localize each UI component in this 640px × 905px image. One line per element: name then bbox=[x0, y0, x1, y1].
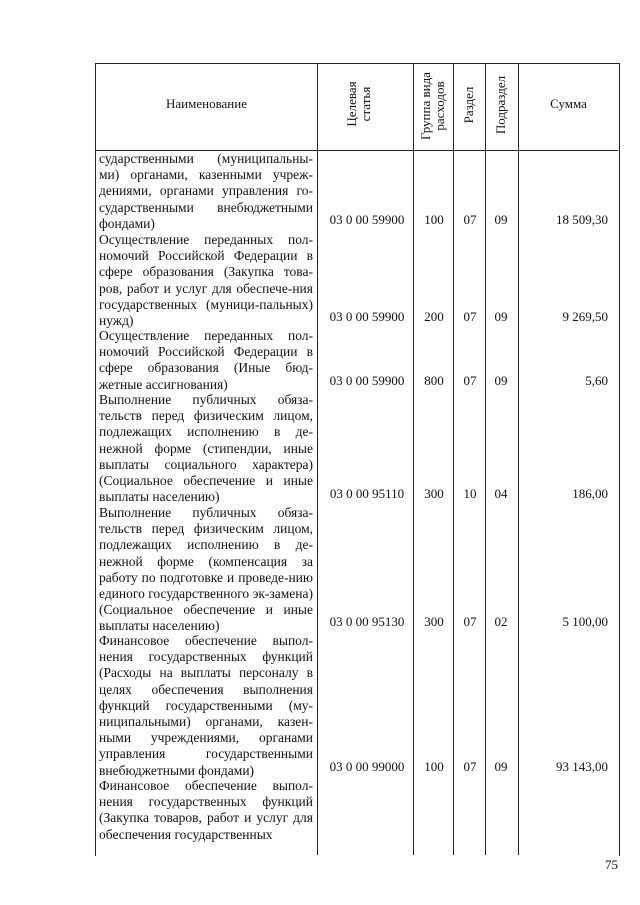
row-sum: 9 269,50 bbox=[562, 309, 608, 324]
row-name: Выполнение публичных обяза-тельств перед физическим лицом, подлежащих исполнению в де-нежной форме (компенсация за работу по подготовке и проведе-нию единого государственного эк-замена) (Социальное обеспечение и иные выплаты населению) bbox=[99, 505, 313, 634]
row-name: Выполнение публичных обяза-тельств перед физическим лицом, подлежащих исполнению в де-нежной форме (стипендии, иные выплаты социального характера) (Социальное обеспечение и иные выплаты населению) bbox=[99, 392, 313, 505]
row-code: 03 0 00 95110 bbox=[329, 486, 405, 501]
row-subsection: 09 bbox=[494, 759, 508, 774]
row-sum: 5 100,00 bbox=[562, 614, 608, 629]
row-group: 300 bbox=[424, 486, 444, 501]
row-code: 03 0 00 95130 bbox=[329, 614, 405, 629]
header-subsection: Подраздел bbox=[493, 75, 508, 135]
row-group: 200 bbox=[424, 309, 444, 324]
row-name: Осуществление переданных пол-номочий Российской Федерации в сфере образования (Закупка това-ров, работ и услуг для обеспече-ния государственных (муници-пальных) нужд) bbox=[99, 232, 313, 329]
header-section: Раздел bbox=[461, 86, 476, 124]
row-subsection: 09 bbox=[494, 212, 508, 227]
column-divider bbox=[453, 63, 454, 855]
column-divider bbox=[413, 63, 414, 855]
row-code: 03 0 00 59900 bbox=[329, 309, 405, 324]
page-number: 75 bbox=[605, 857, 618, 872]
row-code: 03 0 00 59900 bbox=[329, 373, 405, 388]
row-section: 07 bbox=[463, 759, 477, 774]
row-subsection: 04 bbox=[494, 486, 508, 501]
row-group: 300 bbox=[424, 614, 444, 629]
row-group: 100 bbox=[424, 759, 444, 774]
row-group: 100 bbox=[424, 212, 444, 227]
row-section: 07 bbox=[463, 373, 477, 388]
row-group: 800 bbox=[424, 373, 444, 388]
row-name: сударственными (муниципальны-ми) органами, казенными учреж-дениями, органами управления го-сударственными внебюджетными фондами) bbox=[99, 151, 313, 231]
row-subsection: 09 bbox=[494, 309, 508, 324]
row-subsection: 02 bbox=[494, 614, 508, 629]
row-sum: 186,00 bbox=[572, 486, 608, 501]
row-sum: 18 509,30 bbox=[556, 212, 608, 227]
row-name: Осуществление переданных пол-номочий Российской Федерации в сфере образования (Иные бюд-жетные ассигнования) bbox=[99, 328, 313, 392]
column-divider bbox=[317, 63, 318, 855]
column-divider bbox=[485, 63, 486, 855]
row-section: 10 bbox=[463, 486, 477, 501]
row-code: 03 0 00 99000 bbox=[329, 759, 405, 774]
row-section: 07 bbox=[463, 614, 477, 629]
row-name: Финансовое обеспечение выпол-нения государственных функций (Закупка товаров, работ и услуг для обеспечения государственных bbox=[99, 778, 313, 842]
row-subsection: 09 bbox=[494, 373, 508, 388]
row-sum: 93 143,00 bbox=[556, 759, 608, 774]
header-target: Целевая статья bbox=[344, 81, 373, 127]
header-name: Наименование bbox=[166, 96, 247, 111]
column-divider bbox=[518, 63, 519, 855]
row-code: 03 0 00 59900 bbox=[329, 212, 405, 227]
row-section: 07 bbox=[463, 309, 477, 324]
header-sum: Сумма bbox=[550, 96, 587, 111]
row-section: 07 bbox=[463, 212, 477, 227]
row-name: Финансовое обеспечение выпол-нения государственных функций (Расходы на выплаты персоналу в целях обеспечения выполнения функций государственными (му-ниципальными) органами, казен-ными учреждениями, органами управления государственными внебюджетными фондами) bbox=[99, 633, 313, 778]
row-sum: 5,60 bbox=[585, 373, 608, 388]
header-group: Группа вида расходов bbox=[418, 72, 447, 140]
